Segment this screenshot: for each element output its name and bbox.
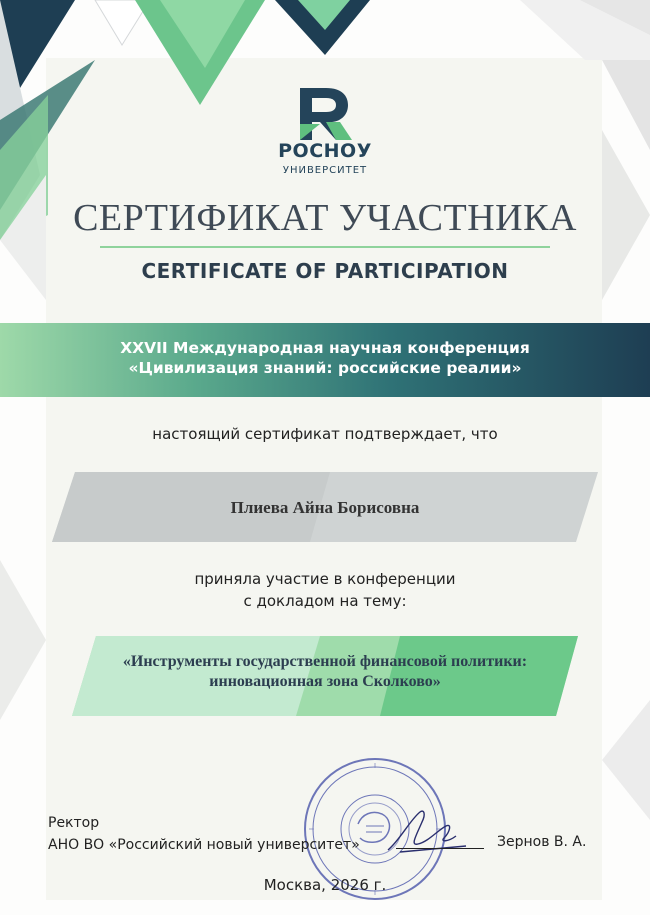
rector-signature bbox=[380, 800, 470, 860]
logo-name: РОСНОУ bbox=[278, 140, 372, 162]
rector-organization: АНО ВО «Российский новый университет» bbox=[48, 837, 360, 853]
signature-line bbox=[396, 848, 484, 849]
certificate-title-en: CERTIFICATE OF PARTICIPATION bbox=[141, 259, 509, 283]
rector-title: Ректор bbox=[48, 815, 100, 831]
conference-title bbox=[0, 338, 650, 378]
certificate-title-ru: СЕРТИФИКАТ УЧАСТНИКА bbox=[73, 197, 577, 239]
rector-name: Зернов В. А. bbox=[497, 834, 587, 850]
confirm-text: настоящий сертификат подтверждает, что bbox=[152, 425, 498, 443]
rosnou-r-logo-icon bbox=[296, 84, 352, 144]
conference-line-1: XXVII Международная научная конференция bbox=[120, 339, 530, 357]
participant-name: Плиева Айна Борисовна bbox=[230, 498, 420, 517]
participation-text bbox=[0, 568, 650, 612]
city-year: Москва, 2026 г. bbox=[263, 876, 387, 894]
participation-line-1: приняла участие в конференции bbox=[194, 570, 456, 588]
participation-line-2: с докладом на тему: bbox=[243, 592, 407, 610]
report-topic bbox=[0, 652, 650, 692]
topic-line-2: инновационная зона Сколково» bbox=[209, 673, 441, 690]
title-divider bbox=[100, 246, 550, 248]
logo-subtitle: УНИВЕРСИТЕТ bbox=[282, 165, 368, 176]
topic-line-1: «Инструменты государственной финансовой политики: bbox=[122, 653, 528, 670]
conference-line-2: «Цивилизация знаний: российские реалии» bbox=[128, 359, 522, 377]
rector-block bbox=[48, 812, 360, 856]
